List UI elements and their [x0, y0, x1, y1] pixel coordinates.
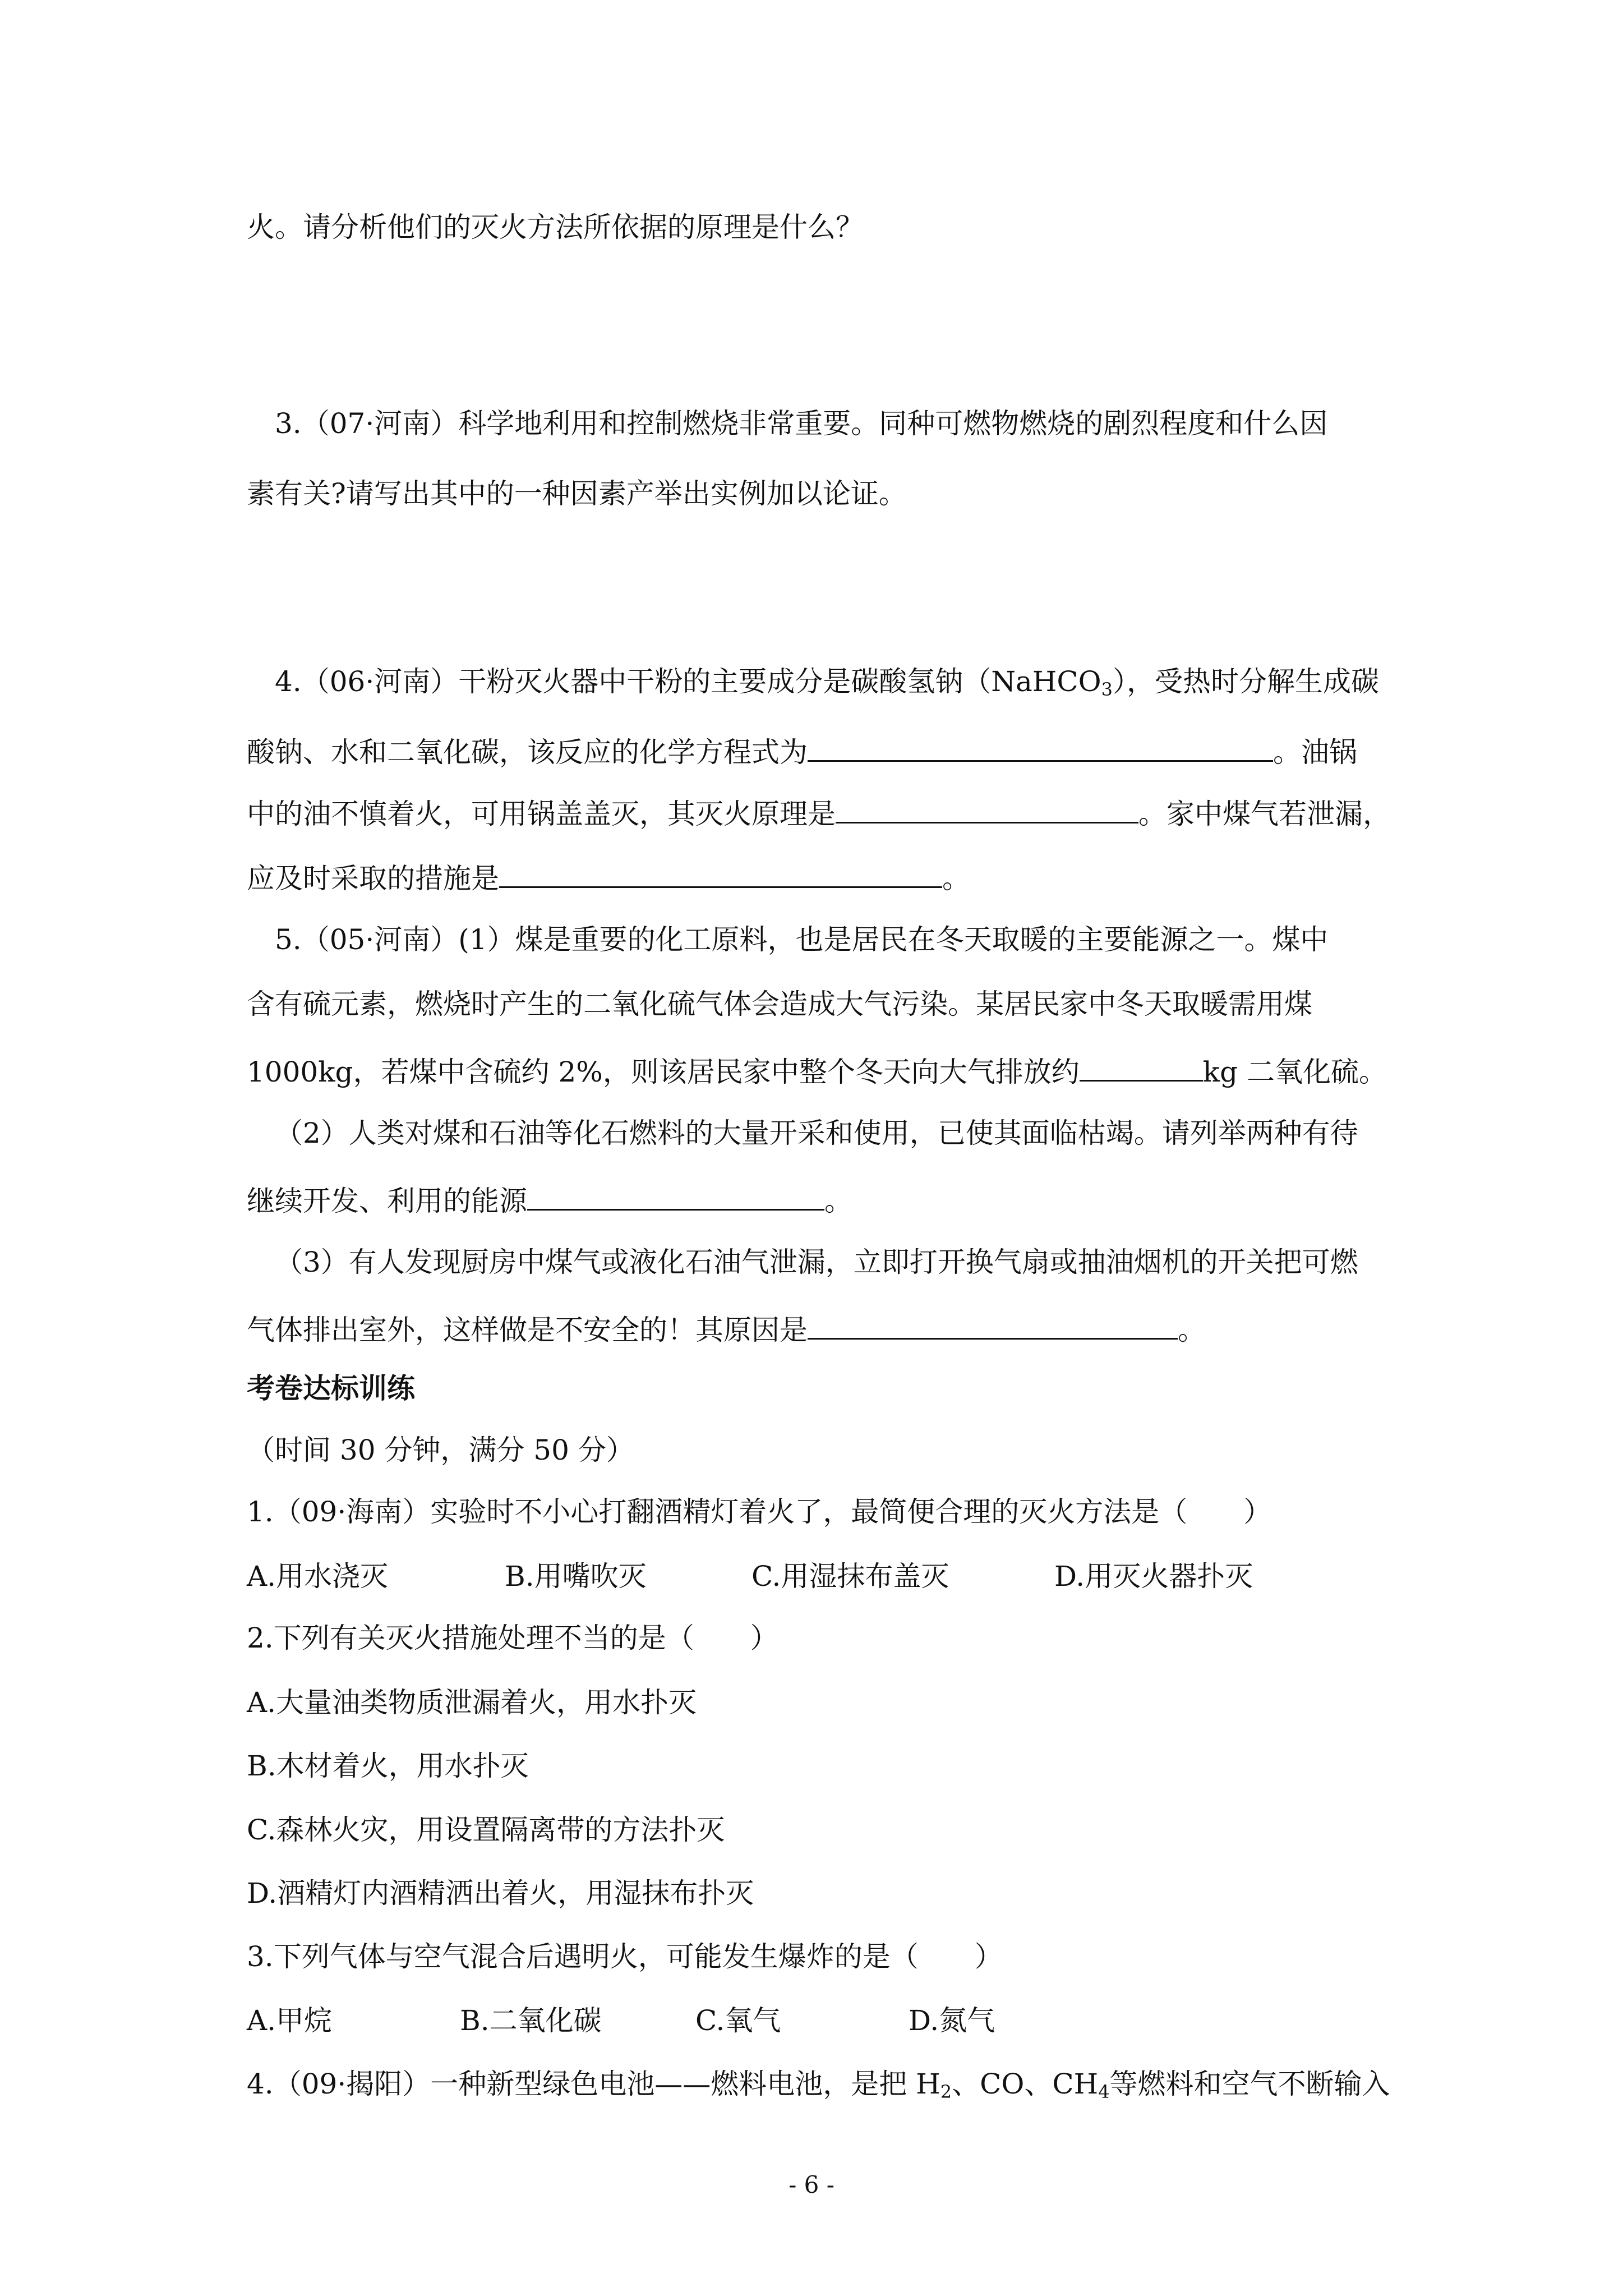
t2-option-d: D.酒精灯内酒精洒出着火，用湿抹布扑灭	[247, 1877, 754, 1910]
t2-option-c: C.森林火灾，用设置隔离带的方法扑灭	[247, 1814, 725, 1846]
section-note: （时间 30 分钟，满分 50 分）	[247, 1434, 634, 1466]
page-number: - 6 -	[789, 2171, 834, 2198]
q4-line2: 酸钠、水和二氧化碳，该反应的化学方程式为 。油锅	[247, 732, 1357, 769]
t3-option-c: C.氧气	[695, 2004, 781, 2037]
q3-line1: 3.（07·河南）科学地利用和控制燃烧非常重要。同种可燃物燃烧的剧烈程度和什么因	[275, 407, 1328, 440]
q5-line5: 继续开发、利用的能源 。	[247, 1181, 852, 1218]
q5-line7: 气体排出室外，这样做是不安全的！其原因是 。	[247, 1310, 1206, 1347]
t1-option-d: D.用灭火器扑灭	[1054, 1560, 1253, 1593]
answer-blank[interactable]	[1080, 1052, 1203, 1082]
q5-line6: （3）有人发现厨房中煤气或液化石油气泄漏，立即打开换气扇或抽油烟机的开关把可燃	[275, 1246, 1358, 1278]
q4-line3: 中的油不慎着火，可用锅盖盖灭，其灭火原理是 。家中煤气若泄漏，	[247, 794, 1391, 831]
t2-stem: 2.下列有关灭火措施处理不当的是（ ）	[247, 1622, 778, 1654]
t1-stem: 1.（09·海南）实验时不小心打翻酒精灯着火了，最简便合理的灭火方法是（ ）	[247, 1496, 1272, 1528]
answer-blank[interactable]	[836, 794, 1138, 823]
q5-line2: 含有硫元素，燃烧时产生的二氧化硫气体会造成大气污染。某居民家中冬天取暖需用煤	[247, 988, 1312, 1020]
t3-option-a: A.甲烷	[247, 2004, 333, 2037]
q4-line4: 应及时采取的措施是 。	[247, 858, 970, 895]
t1-option-c: C.用湿抹布盖灭	[751, 1560, 949, 1593]
section-title: 考卷达标训练	[247, 1372, 415, 1405]
q4-line1: 4.（06·河南）干粉灭火器中干粉的主要成分是碳酸氢钠（NaHCO$_3$），受热时分解生成碳	[275, 665, 1379, 700]
t3-option-b: B.二氧化碳	[460, 2004, 602, 2037]
intro-line: 火。请分析他们的灭火方法所依据的原理是什么？	[247, 211, 864, 243]
t3-stem: 3.下列气体与空气混合后遇明火，可能发生爆炸的是（ ）	[247, 1940, 1003, 1973]
t1-option-b: B.用嘴吹灭	[505, 1560, 647, 1593]
q5-line4: （2）人类对煤和石油等化石燃料的大量开采和使用，已使其面临枯竭。请列举两种有待	[275, 1117, 1358, 1149]
answer-blank[interactable]	[499, 858, 942, 888]
q5-line1: 5.（05·河南）(1）煤是重要的化工原料，也是居民在冬天取暖的主要能源之一。煤中	[275, 923, 1329, 956]
t1-option-a: A.用水浇灭	[247, 1560, 389, 1593]
t3-option-d: D.氮气	[909, 2004, 995, 2037]
q3-line2: 素有关?请写出其中的一种因素产举出实例加以论证。	[247, 477, 907, 510]
t2-option-a: A.大量油类物质泄漏着火，用水扑灭	[247, 1686, 697, 1719]
t4-stem: 4.（09·揭阳）一种新型绿色电池——燃料电池，是把 $H_2$、CO、$CH_4$等燃料和空气不断输入	[247, 2068, 1390, 2102]
answer-blank[interactable]	[808, 1310, 1178, 1340]
t2-option-b: B.木材着火，用水扑灭	[247, 1750, 529, 1782]
answer-blank[interactable]	[808, 732, 1273, 762]
answer-blank[interactable]	[527, 1181, 824, 1211]
q5-line3: 1000kg，若煤中含硫约 2%，则该居民家中整个冬天向大气排放约 kg 二氧化硫。	[247, 1052, 1387, 1089]
